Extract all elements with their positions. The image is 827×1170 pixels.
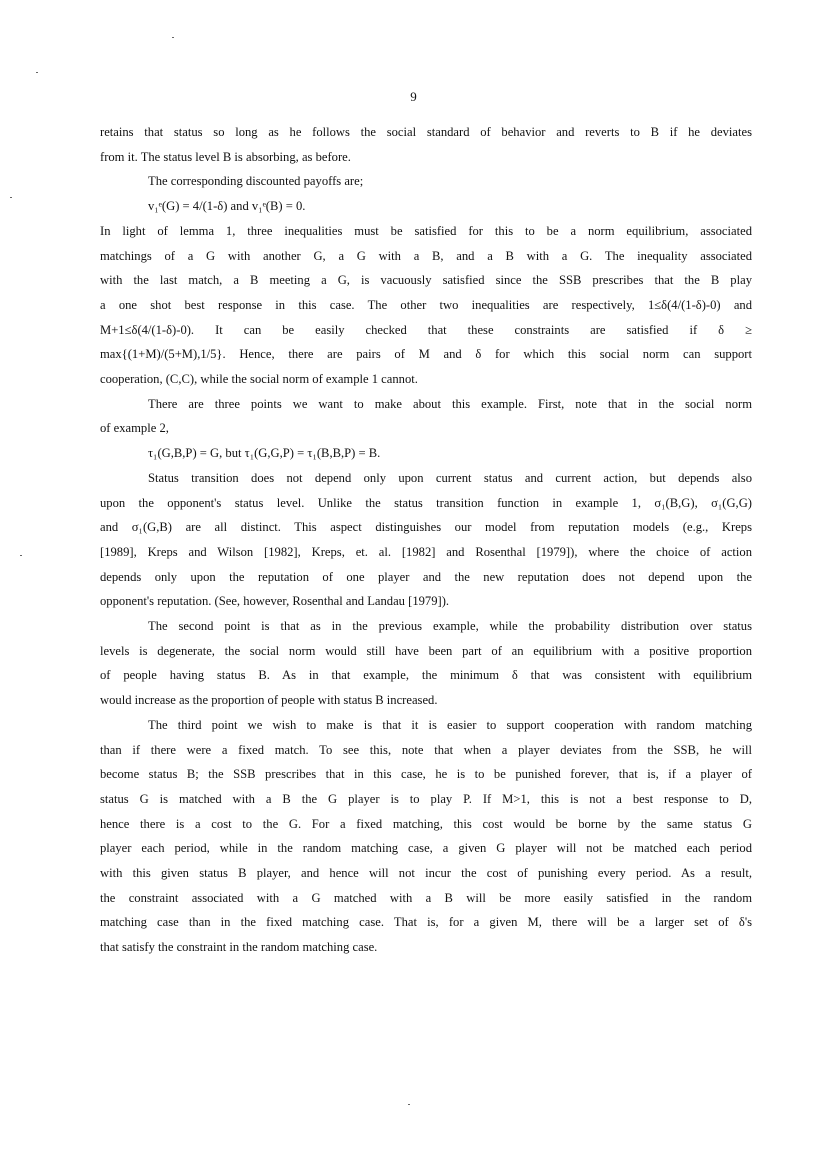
text-line: from it. The status level B is absorbing, as before. <box>100 149 351 164</box>
text-line: levels is degenerate, the social norm would still have been part of an equilibrium with a positive proportion <box>100 643 752 658</box>
text-line: v₁ᵉ(G) = 4/(1-δ) and v₁ᵉ(B) = 0. <box>148 199 306 214</box>
scan-speck <box>20 555 22 556</box>
text-line: would increase as the proportion of people with status B increased. <box>100 693 438 708</box>
text-line: [1989], Kreps and Wilson [1982], Kreps, et. al. [1982] and Rosenthal [1979]), where the choice of action <box>100 544 752 559</box>
text-line: The corresponding discounted payoffs are; <box>148 174 364 189</box>
text-line: than if there were a fixed match. To see this, note that when a player deviates from the SSB, he will <box>100 742 752 757</box>
text-line: with the last match, a B meeting a G, is vacuously satisfied since the SSB prescribes that the B play <box>100 273 752 288</box>
text-line: matching case than in the fixed matching case. That is, for a given M, there will be a larger set of δ's <box>100 915 752 930</box>
page-number: 9 <box>410 89 417 104</box>
text-line: retains that status so long as he follows the social standard of behavior and reverts to B if he deviates <box>100 125 752 139</box>
text-line: a one shot best response in this case. The other two inequalities are respectively, 1≤δ(4/(1-δ)-0) and <box>100 297 752 312</box>
text-line: and σ₁(G,B) are all distinct. This aspect distinguishes our model from reputation models (e.g., Kreps <box>100 520 752 535</box>
text-line: become status B; the SSB prescribes that in this case, he is to be punished forever, that is, if a player of <box>100 767 752 782</box>
text-line: matchings of a G with another G, a G with a B, and a B with a G. The inequality associated <box>100 248 752 263</box>
scan-speck <box>408 1104 410 1105</box>
text-line: There are three points we want to make about this example. First, note that in the social norm <box>148 396 752 411</box>
scan-speck <box>172 37 174 38</box>
text-line: max{(1+M)/(5+M),1/5}. Hence, there are pairs of M and δ for which this social norm can support <box>100 347 752 362</box>
scan-speck <box>36 72 38 73</box>
text-line: The second point is that as in the previous example, while the probability distribution over status <box>148 619 752 633</box>
text-line: cooperation, (C,C), while the social norm of example 1 cannot. <box>100 372 418 386</box>
text-line: upon the opponent's status level. Unlike the status transition function in example 1, σ₁(B,G), σ₁(G,G) <box>100 495 752 510</box>
text-line: opponent's reputation. (See, however, Rosenthal and Landau [1979]). <box>100 594 450 609</box>
text-line: hence there is a cost to the G. For a fixed matching, this cost would be borne by the same status G <box>100 816 752 831</box>
text-line: player each period, while in the random matching case, a given G player will not be matched each period <box>100 841 752 856</box>
text-line: depends only upon the reputation of one player and the new reputation does not depend upon the <box>100 569 752 584</box>
text-line: with this given status B player, and hence will not incur the cost of punishing every period. As a result, <box>100 866 752 880</box>
text-line: of example 2, <box>100 421 169 436</box>
text-line: Status transition does not depend only upon current status and current action, but depends also <box>148 470 752 485</box>
scan-speck <box>10 197 12 198</box>
text-line: τ₁(G,B,P) = G, but τ₁(G,G,P) = τ₁(B,B,P) = B. <box>148 446 381 461</box>
text-line: the constraint associated with a G matched with a B will be more easily satisfied in the random <box>100 890 752 905</box>
text-line: status G is matched with a B the G player is to play P. If M>1, this is not a best response to D, <box>100 791 752 806</box>
text-line: of people having status B. As in that example, the minimum δ that was consistent with equilibrium <box>100 668 752 683</box>
text-line: The third point we wish to make is that it is easier to support cooperation with random matching <box>148 717 752 732</box>
text-line: that satisfy the constraint in the random matching case. <box>100 940 378 955</box>
text-line: M+1≤δ(4/(1-δ)-0). It can be easily checked that these constraints are satisfied if δ ≥ <box>100 322 752 337</box>
text-line: In light of lemma 1, three inequalities must be satisfied for this to be a norm equilibrium, associated <box>100 223 752 238</box>
